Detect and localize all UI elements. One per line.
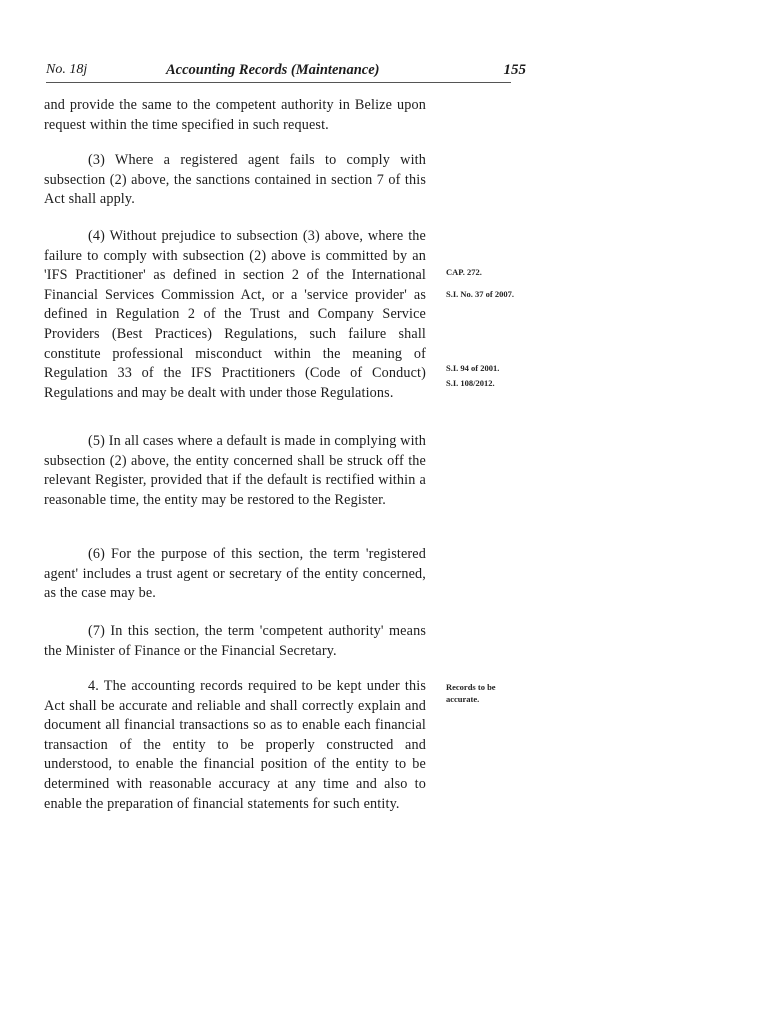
margin-note-cap-272: CAP. 272. — [446, 267, 482, 277]
margin-note-si-94-2001: S.I. 94 of 2001. — [446, 363, 500, 373]
paragraph-subsection-4: (4) Without prejudice to subsection (3) above, where the failure to comply with subsection (2) above is committed by an 'IFS Practitioner' as defined in section 2 of the International Financial Services Commission Act, or a 'service provider' as defined in Regulation 2 of the Trust and Company Service Providers (Best Practices) Regulations, such failure shall constitute professional misconduct within the meaning of Regulation 33 of the IFS Practitioners (Code of Conduct) Regulations and may be dealt with under those Regulations. — [44, 228, 426, 401]
paragraph-subsection-3: (3) Where a registered agent fails to comply with subsection (2) above, the sanctions contained in section 7 of this Act shall apply. — [44, 152, 426, 208]
paragraph-subsection-6: (6) For the purpose of this section, the term 'registered agent' includes a trust agent or secretary of the entity concerned, as the case may be. — [44, 546, 426, 602]
paragraph-section-4: 4. The accounting records required to be kept under this Act shall be accurate and reliable and shall correctly explain and document all financial transactions so as to enable each financial transaction of the entity to be properly constructed and understood, to enable the financial position of the entity to be determined with reasonable accuracy at any time and also to enable the preparation of financial statements for such entity. — [44, 678, 426, 812]
page-number: 155 — [503, 62, 526, 78]
page-header — [46, 62, 526, 84]
paragraph-subsection-5: (5) In all cases where a default is made in complying with subsection (2) above, the entity concerned shall be struck off the relevant Register, provided that if the default is rectified within a reasonable time, the entity may be restored to the Register. — [44, 433, 426, 508]
header-rule — [46, 82, 511, 83]
header-number: No. 18j — [46, 62, 88, 77]
margin-note-records-accurate: Records to be accurate. — [446, 682, 496, 704]
margin-note-si-37-2007: S.I. No. 37 of 2007. — [446, 289, 515, 299]
margin-note-si-108-2012: S.I. 108/2012. — [446, 378, 495, 388]
paragraph-continuation: and provide the same to the competent authority in Belize upon request within the time specified in such request. — [44, 97, 426, 133]
header-title: Accounting Records (Maintenance) — [166, 62, 380, 78]
paragraph-subsection-7: (7) In this section, the term 'competent authority' means the Minister of Finance or the Financial Secretary. — [44, 623, 426, 659]
